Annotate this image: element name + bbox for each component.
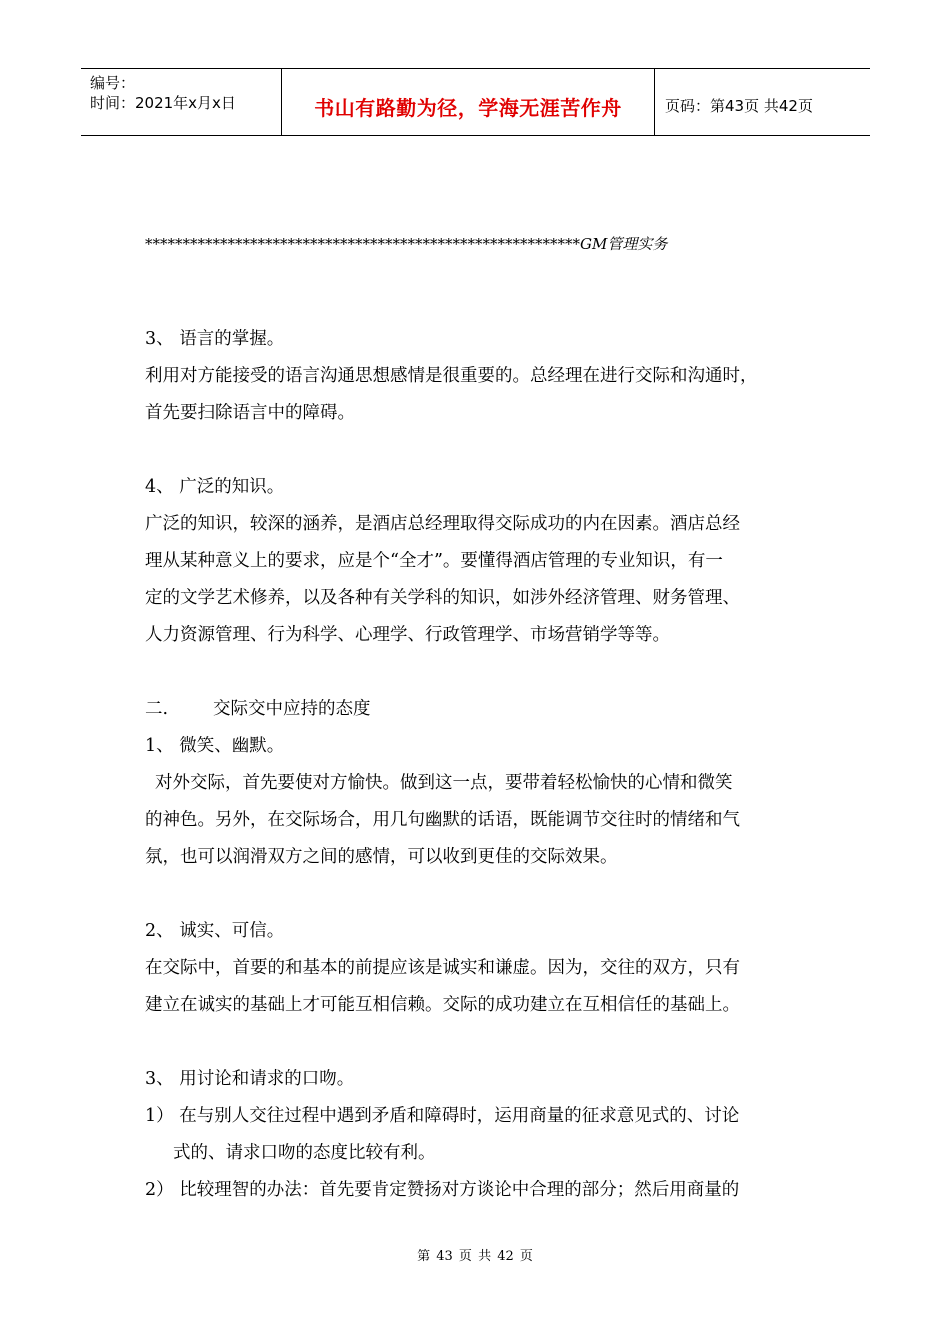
header-middle-cell <box>282 69 655 135</box>
paragraph-line: 在交际中，首要的和基本的前提应该是诚实和谦虚。因为，交往的双方，只有 <box>145 958 740 978</box>
paragraph-line: 理从某种意义上的要求，应是个“全才”。要懂得酒店管理的专业知识，有一 <box>145 551 723 571</box>
heading-smile: 1、 微笑、幽默。 <box>145 736 285 756</box>
section-title: 交际交中应持的态度 <box>213 699 371 719</box>
document-body <box>145 321 820 1209</box>
paragraph-line: 建立在诚实的基础上才可能互相信赖。交际的成功建立在互相信任的基础上。 <box>145 995 740 1015</box>
section-number: 二. <box>145 699 169 719</box>
heading-honesty: 2、 诚实、可信。 <box>145 921 285 941</box>
heading-discussion: 3、 用讨论和请求的口吻。 <box>145 1069 355 1089</box>
section-heading <box>145 691 820 728</box>
document-header <box>81 68 870 136</box>
paragraph-line: 定的文学艺术修养，以及各种有关学科的知识，如涉外经济管理、财务管理、 <box>145 588 740 608</box>
list-item-continuation: 式的、请求口吻的态度比较有利。 <box>173 1143 436 1163</box>
section-tag: GM管理实务 <box>580 235 668 253</box>
serial-label: 编号： <box>90 74 136 92</box>
header-motto: 书山有路勤为径，学海无涯苦作舟 <box>314 96 622 120</box>
page-code: 页码：第43页 共42页 <box>665 97 813 115</box>
heading-language: 3、 语言的掌握。 <box>145 329 285 349</box>
paragraph-line: 对外交际，首先要使对方愉快。做到这一点，要带着轻松愉快的心情和微笑 <box>155 773 733 793</box>
date-label: 时间：2021年x月x日 <box>90 94 236 112</box>
paragraph-line: 氛，也可以润滑双方之间的感情，可以收到更佳的交际效果。 <box>145 847 618 867</box>
list-item: 1） 在与别人交往过程中遇到矛盾和障碍时，运用商量的征求意见式的、讨论 <box>145 1106 740 1126</box>
page-footer: 第 43 页 共 42 页 <box>417 1249 533 1264</box>
paragraph-line: 人力资源管理、行为科学、心理学、行政管理学、市场营销学等等。 <box>145 625 670 645</box>
heading-knowledge: 4、 广泛的知识。 <box>145 477 285 497</box>
paragraph-line: 首先要扫除语言中的障碍。 <box>145 403 355 423</box>
list-item: 2） 比较理智的办法：首先要肯定赞扬对方谈论中合理的部分；然后用商量的 <box>145 1180 740 1200</box>
paragraph-line: 利用对方能接受的语言沟通思想感情是很重要的。总经理在进行交际和沟通时， <box>145 366 758 386</box>
paragraph-line: 的神色。另外，在交际场合，用几句幽默的话语，既能调节交往时的情绪和气 <box>145 810 740 830</box>
header-left-cell <box>81 69 282 135</box>
header-right-cell <box>655 69 870 135</box>
star-separator: ********************************************************** <box>145 235 580 253</box>
paragraph-line: 广泛的知识，较深的涵养，是酒店总经理取得交际成功的内在因素。酒店总经 <box>145 514 740 534</box>
separator-line <box>145 233 667 254</box>
